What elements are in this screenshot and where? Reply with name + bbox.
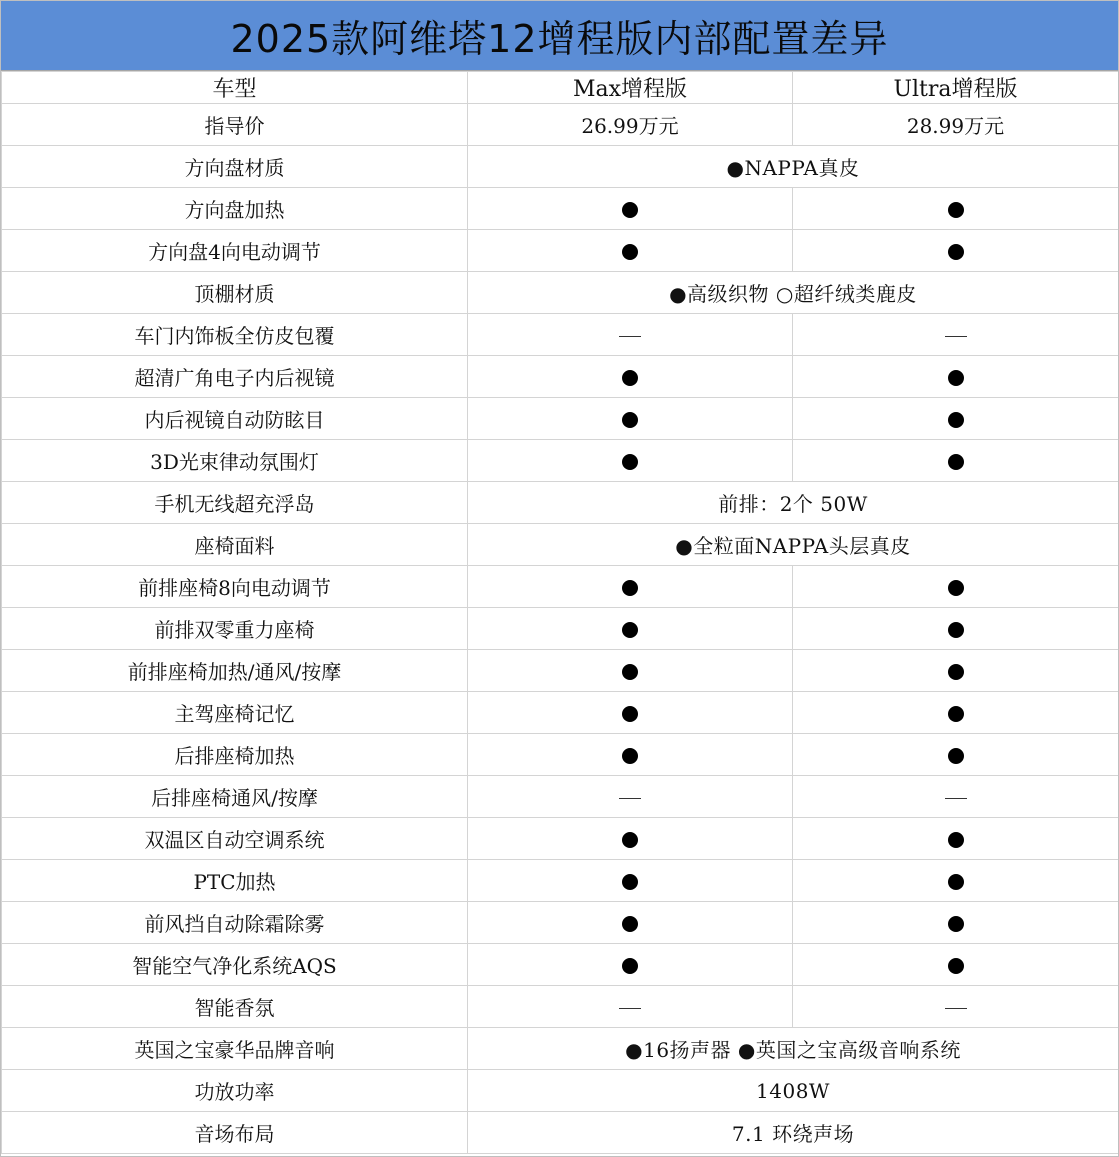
feature-ultra-cell bbox=[793, 692, 1119, 734]
title-bar bbox=[1, 1, 1118, 71]
feature-ultra-cell bbox=[793, 608, 1119, 650]
feature-ultra-cell bbox=[793, 356, 1119, 398]
standard-dot-icon bbox=[622, 664, 638, 680]
feature-label-cell: 超清广角电子内后视镜 bbox=[2, 356, 468, 398]
table-row bbox=[2, 776, 1119, 818]
standard-dot-icon bbox=[948, 958, 964, 974]
table-row bbox=[2, 314, 1119, 356]
feature-max-cell bbox=[468, 944, 793, 986]
feature-merged-cell: ●16扬声器 ●英国之宝高级音响系统 bbox=[468, 1028, 1119, 1070]
standard-dot-icon bbox=[622, 370, 638, 386]
feature-label-cell: 座椅面料 bbox=[2, 524, 468, 566]
feature-ultra-cell bbox=[793, 818, 1119, 860]
standard-dot-icon bbox=[948, 664, 964, 680]
table-row bbox=[2, 188, 1119, 230]
feature-max-cell bbox=[468, 692, 793, 734]
standard-dot-icon bbox=[622, 832, 638, 848]
not-available-dash-icon bbox=[619, 798, 641, 799]
standard-dot-icon bbox=[622, 916, 638, 932]
feature-merged-cell: ●全粒面NAPPA头层真皮 bbox=[468, 524, 1119, 566]
standard-dot-icon bbox=[622, 622, 638, 638]
feature-ultra-cell bbox=[793, 902, 1119, 944]
table-row bbox=[2, 944, 1119, 986]
not-available-dash-icon bbox=[945, 336, 967, 337]
feature-max-cell bbox=[468, 356, 793, 398]
price-row bbox=[2, 104, 1119, 146]
feature-label-cell: 顶棚材质 bbox=[2, 272, 468, 314]
standard-dot-icon bbox=[948, 412, 964, 428]
standard-dot-icon bbox=[948, 622, 964, 638]
feature-label-cell: 手机无线超充浮岛 bbox=[2, 482, 468, 524]
standard-dot-icon bbox=[948, 874, 964, 890]
feature-label-cell: 智能香氛 bbox=[2, 986, 468, 1028]
standard-dot-icon bbox=[622, 580, 638, 596]
standard-dot-icon bbox=[948, 202, 964, 218]
feature-max-cell bbox=[468, 608, 793, 650]
table-row bbox=[2, 734, 1119, 776]
feature-max-cell bbox=[468, 314, 793, 356]
feature-label-cell: 双温区自动空调系统 bbox=[2, 818, 468, 860]
feature-label-cell: 功放功率 bbox=[2, 1070, 468, 1112]
feature-max-cell bbox=[468, 986, 793, 1028]
feature-label-cell: 英国之宝豪华品牌音响 bbox=[2, 1028, 468, 1070]
header-row bbox=[2, 72, 1119, 104]
standard-dot-icon bbox=[948, 748, 964, 764]
feature-label-cell: 后排座椅通风/按摩 bbox=[2, 776, 468, 818]
header-model-cell: 车型 bbox=[2, 72, 468, 104]
feature-label-cell: 方向盘材质 bbox=[2, 146, 468, 188]
feature-max-cell bbox=[468, 818, 793, 860]
table-row bbox=[2, 608, 1119, 650]
feature-merged-cell: 1408W bbox=[468, 1070, 1119, 1112]
feature-merged-cell: 前排：2个 50W bbox=[468, 482, 1119, 524]
feature-ultra-cell bbox=[793, 230, 1119, 272]
feature-ultra-cell bbox=[793, 734, 1119, 776]
feature-max-cell bbox=[468, 902, 793, 944]
standard-dot-icon bbox=[948, 706, 964, 722]
feature-label-cell: 前排座椅8向电动调节 bbox=[2, 566, 468, 608]
feature-label-cell: 内后视镜自动防眩目 bbox=[2, 398, 468, 440]
feature-ultra-cell bbox=[793, 566, 1119, 608]
feature-ultra-cell bbox=[793, 986, 1119, 1028]
table-row bbox=[2, 482, 1119, 524]
feature-max-cell bbox=[468, 776, 793, 818]
feature-max-cell bbox=[468, 440, 793, 482]
feature-ultra-cell bbox=[793, 314, 1119, 356]
not-available-dash-icon bbox=[619, 336, 641, 337]
standard-dot-icon bbox=[948, 832, 964, 848]
standard-dot-icon bbox=[622, 748, 638, 764]
table-row bbox=[2, 566, 1119, 608]
feature-label-cell: 车门内饰板全仿皮包覆 bbox=[2, 314, 468, 356]
header-max-cell: Max增程版 bbox=[468, 72, 793, 104]
page-title: 2025款阿维塔12增程版内部配置差异 bbox=[230, 17, 889, 61]
feature-ultra-cell bbox=[793, 398, 1119, 440]
standard-dot-icon bbox=[948, 244, 964, 260]
table-row bbox=[2, 440, 1119, 482]
feature-max-cell bbox=[468, 650, 793, 692]
table-row bbox=[2, 272, 1119, 314]
table-row bbox=[2, 524, 1119, 566]
feature-merged-cell: 7.1 环绕声场 bbox=[468, 1112, 1119, 1154]
standard-dot-icon bbox=[622, 706, 638, 722]
feature-label-cell: 前排座椅加热/通风/按摩 bbox=[2, 650, 468, 692]
standard-dot-icon bbox=[622, 202, 638, 218]
standard-dot-icon bbox=[622, 454, 638, 470]
feature-max-cell bbox=[468, 230, 793, 272]
table-row bbox=[2, 986, 1119, 1028]
feature-label-cell: 音场布局 bbox=[2, 1112, 468, 1154]
standard-dot-icon bbox=[622, 412, 638, 428]
table-row bbox=[2, 1070, 1119, 1112]
feature-label-cell: 方向盘4向电动调节 bbox=[2, 230, 468, 272]
header-ultra-cell: Ultra增程版 bbox=[793, 72, 1119, 104]
price-label-cell: 指导价 bbox=[2, 104, 468, 146]
feature-max-cell bbox=[468, 188, 793, 230]
table-row bbox=[2, 1028, 1119, 1070]
table-row bbox=[2, 818, 1119, 860]
table-row bbox=[2, 860, 1119, 902]
feature-label-cell: 前风挡自动除霜除雾 bbox=[2, 902, 468, 944]
feature-label-cell: 3D光束律动氛围灯 bbox=[2, 440, 468, 482]
feature-label-cell: 主驾座椅记忆 bbox=[2, 692, 468, 734]
feature-label-cell: 后排座椅加热 bbox=[2, 734, 468, 776]
table-row bbox=[2, 650, 1119, 692]
price-ultra-cell: 28.99万元 bbox=[793, 104, 1119, 146]
table-row bbox=[2, 902, 1119, 944]
table-row bbox=[2, 398, 1119, 440]
feature-label-cell: 前排双零重力座椅 bbox=[2, 608, 468, 650]
feature-ultra-cell bbox=[793, 776, 1119, 818]
not-available-dash-icon bbox=[945, 798, 967, 799]
feature-max-cell bbox=[468, 860, 793, 902]
feature-merged-cell: ●NAPPA真皮 bbox=[468, 146, 1119, 188]
table-row bbox=[2, 356, 1119, 398]
price-max-cell: 26.99万元 bbox=[468, 104, 793, 146]
feature-ultra-cell bbox=[793, 944, 1119, 986]
spec-table bbox=[1, 71, 1119, 1154]
feature-merged-cell: ●高级织物 ○超纤绒类鹿皮 bbox=[468, 272, 1119, 314]
table-row bbox=[2, 230, 1119, 272]
feature-ultra-cell bbox=[793, 440, 1119, 482]
not-available-dash-icon bbox=[945, 1008, 967, 1009]
standard-dot-icon bbox=[622, 874, 638, 890]
standard-dot-icon bbox=[948, 370, 964, 386]
table-row bbox=[2, 692, 1119, 734]
standard-dot-icon bbox=[622, 244, 638, 260]
feature-max-cell bbox=[468, 734, 793, 776]
standard-dot-icon bbox=[622, 958, 638, 974]
standard-dot-icon bbox=[948, 454, 964, 470]
feature-label-cell: 方向盘加热 bbox=[2, 188, 468, 230]
feature-label-cell: 智能空气净化系统AQS bbox=[2, 944, 468, 986]
standard-dot-icon bbox=[948, 916, 964, 932]
not-available-dash-icon bbox=[619, 1008, 641, 1009]
table-row bbox=[2, 1112, 1119, 1154]
standard-dot-icon bbox=[948, 580, 964, 596]
feature-ultra-cell bbox=[793, 860, 1119, 902]
table-row bbox=[2, 146, 1119, 188]
feature-ultra-cell bbox=[793, 188, 1119, 230]
feature-max-cell bbox=[468, 398, 793, 440]
feature-label-cell: PTC加热 bbox=[2, 860, 468, 902]
feature-ultra-cell bbox=[793, 650, 1119, 692]
feature-max-cell bbox=[468, 566, 793, 608]
